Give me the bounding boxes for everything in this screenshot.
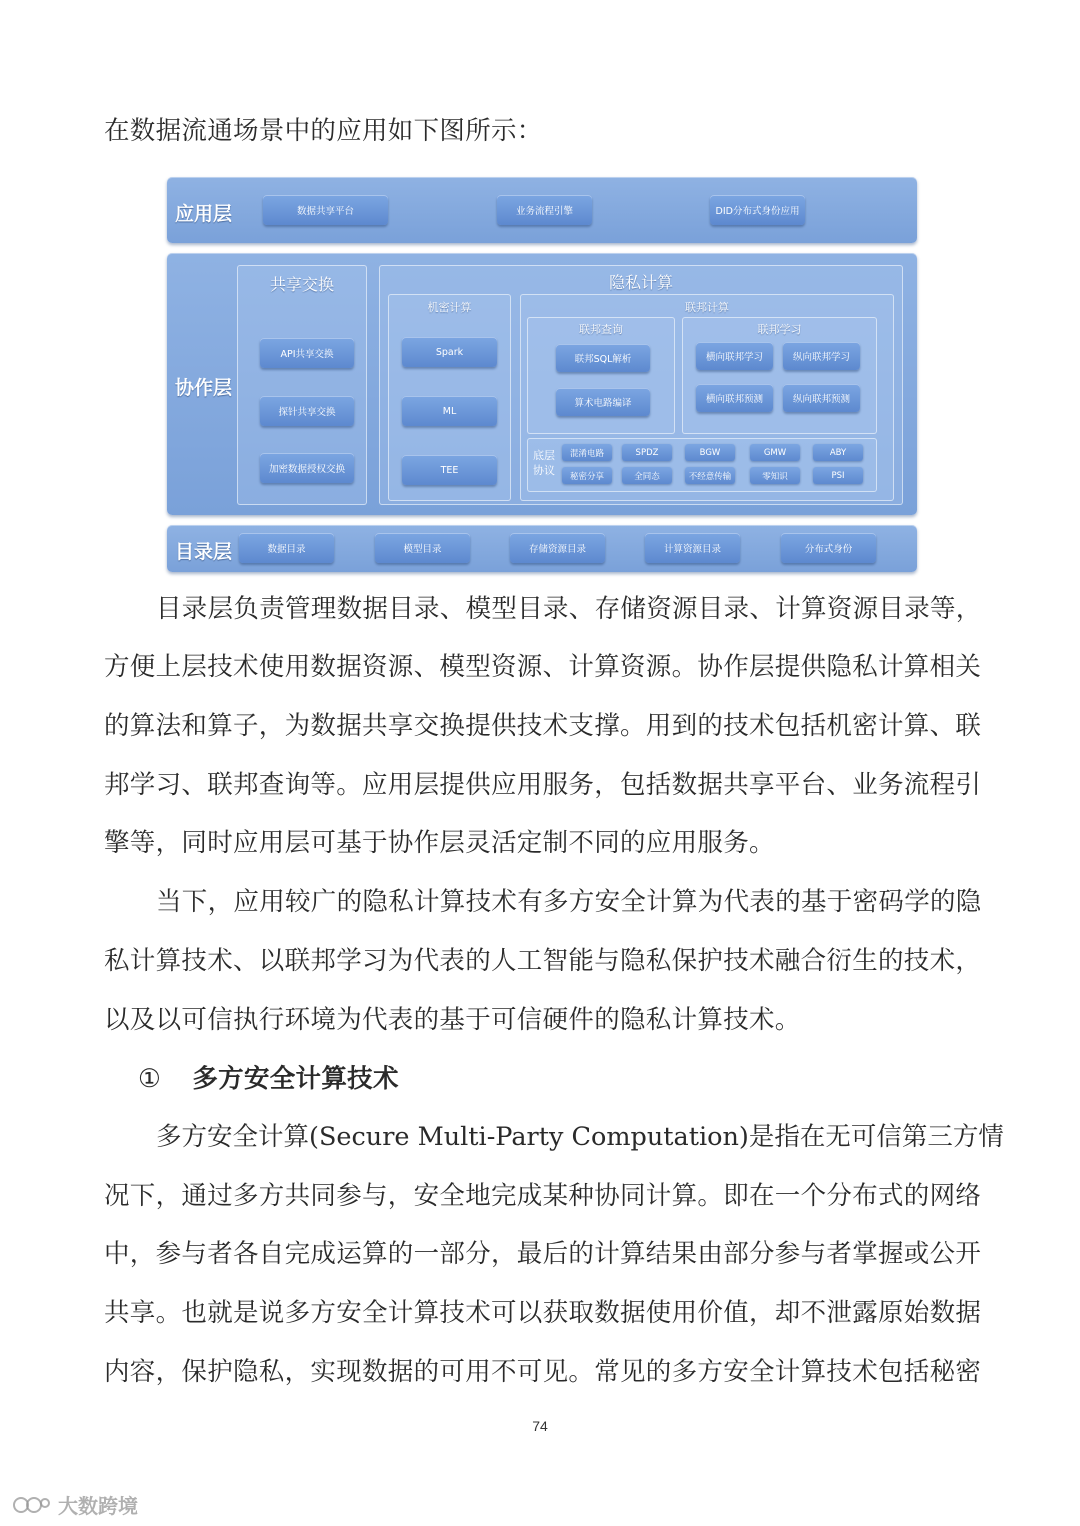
app-layer-title: 应用层	[175, 203, 233, 225]
catalog-item: 计算资源目录	[645, 533, 740, 563]
catalog-layer	[167, 525, 917, 572]
paragraph-line: 目录层负责管理数据目录、模型目录、存储资源目录、计算资源目录等，	[156, 594, 982, 624]
paragraph-line: 中，参与者各自完成运算的一部分，最后的计算结果由部分参与者掌握或公开	[104, 1239, 982, 1269]
protocol-item: PSI	[813, 467, 863, 484]
protocol-item: 不经意传输	[685, 467, 735, 484]
share-panel	[237, 265, 367, 505]
paragraph-line: 擎等，同时应用层可基于协作层灵活定制不同的应用服务。	[104, 828, 775, 858]
section-number: ①	[138, 1064, 162, 1094]
page-number: 74	[532, 1418, 548, 1434]
learning-item: 横向联邦学习	[696, 342, 773, 370]
protocol-item: 秘密分享	[562, 467, 612, 484]
confidential-panel	[388, 294, 511, 501]
intro-text: 在数据流通场景中的应用如下图所示：	[104, 116, 543, 146]
paragraph-line: 当下，应用较广的隐私计算技术有多方安全计算为代表的基于密码学的隐	[156, 887, 982, 917]
paragraph-line: 方便上层技术使用数据资源、模型资源、计算资源。协作层提供隐私计算相关	[104, 652, 982, 682]
share-item: API共享交换	[260, 338, 354, 368]
app-item: DID分布式身份应用	[710, 195, 805, 225]
app-item: 业务流程引擎	[497, 195, 592, 225]
catalog-item: 数据目录	[239, 533, 334, 563]
paragraph-line: 以及以可信执行环境为代表的基于可信硬件的隐私计算技术。	[104, 1005, 801, 1035]
collab-layer-title: 协作层	[175, 377, 233, 399]
share-item: 探针共享交换	[260, 396, 354, 426]
protocol-item: 全同态	[622, 467, 672, 484]
collab-layer	[167, 253, 917, 515]
learning-item: 纵向联邦预测	[783, 384, 860, 412]
confidential-title: 机密计算	[427, 301, 472, 314]
confidential-item: ML	[402, 396, 497, 426]
paragraph-line: 内容，保护隐私，实现数据的可用不可见。常见的多方安全计算技术包括秘密	[104, 1357, 982, 1387]
learning-panel	[682, 317, 877, 434]
paragraph-line: 的算法和算子，为数据共享交换提供技术支撑。用到的技术包括机密计算、联	[104, 711, 982, 741]
privacy-panel-title: 隐私计算	[608, 273, 673, 292]
federated-panel	[520, 294, 894, 501]
learning-item: 横向联邦预测	[696, 384, 773, 412]
protocol-item: BGW	[685, 444, 735, 461]
query-panel	[527, 317, 675, 434]
learning-title: 联邦学习	[757, 323, 802, 336]
protocol-panel	[527, 438, 877, 492]
query-item: 算术电路编译	[556, 388, 650, 416]
catalog-layer-title: 目录层	[175, 541, 233, 563]
learning-item: 纵向联邦学习	[783, 342, 860, 370]
protocol-item: 混淆电路	[562, 444, 612, 461]
paragraph-line: 私计算技术、以联邦学习为代表的人工智能与隐私保护技术融合衍生的技术，	[104, 946, 982, 976]
protocol-item: ABY	[813, 444, 863, 461]
protocol-item: 零知识	[750, 467, 800, 484]
paragraph-line: 况下，通过多方共同参与，安全地完成某种协同计算。即在一个分布式的网络	[104, 1181, 982, 1211]
confidential-item: Spark	[402, 337, 497, 367]
confidential-item: TEE	[402, 455, 497, 485]
paragraph-line: 共享。也就是说多方安全计算技术可以获取数据使用价值，却不泄露原始数据	[104, 1298, 982, 1328]
paragraph-line: 邦学习、联邦查询等。应用层提供应用服务，包括数据共享平台、业务流程引	[104, 770, 982, 800]
privacy-panel	[379, 265, 903, 505]
catalog-item: 分布式身份	[781, 533, 876, 563]
protocol-title: 底层协议	[533, 449, 555, 477]
protocol-item: SPDZ	[622, 444, 672, 461]
section-title: 多方安全计算技术	[192, 1064, 399, 1094]
paragraph-line: 多方安全计算(Secure Multi-Party Computation)是指在无可信第三方情	[156, 1122, 1004, 1152]
section-heading	[138, 1062, 1014, 1096]
watermark-text: 大数跨境	[58, 1494, 138, 1518]
catalog-item: 存储资源目录	[510, 533, 605, 563]
watermark-logo-icon	[12, 1494, 52, 1516]
share-panel-title: 共享交换	[269, 275, 334, 294]
federated-title: 联邦计算	[685, 301, 729, 314]
share-item: 加密数据授权交换	[260, 453, 354, 483]
query-item: 联邦SQL解析	[556, 344, 650, 372]
query-title: 联邦查询	[579, 323, 623, 336]
watermark	[12, 1490, 138, 1519]
app-item: 数据共享平台	[263, 195, 388, 225]
protocol-item: GMW	[750, 444, 800, 461]
catalog-item: 模型目录	[375, 533, 470, 563]
app-layer	[167, 177, 917, 243]
